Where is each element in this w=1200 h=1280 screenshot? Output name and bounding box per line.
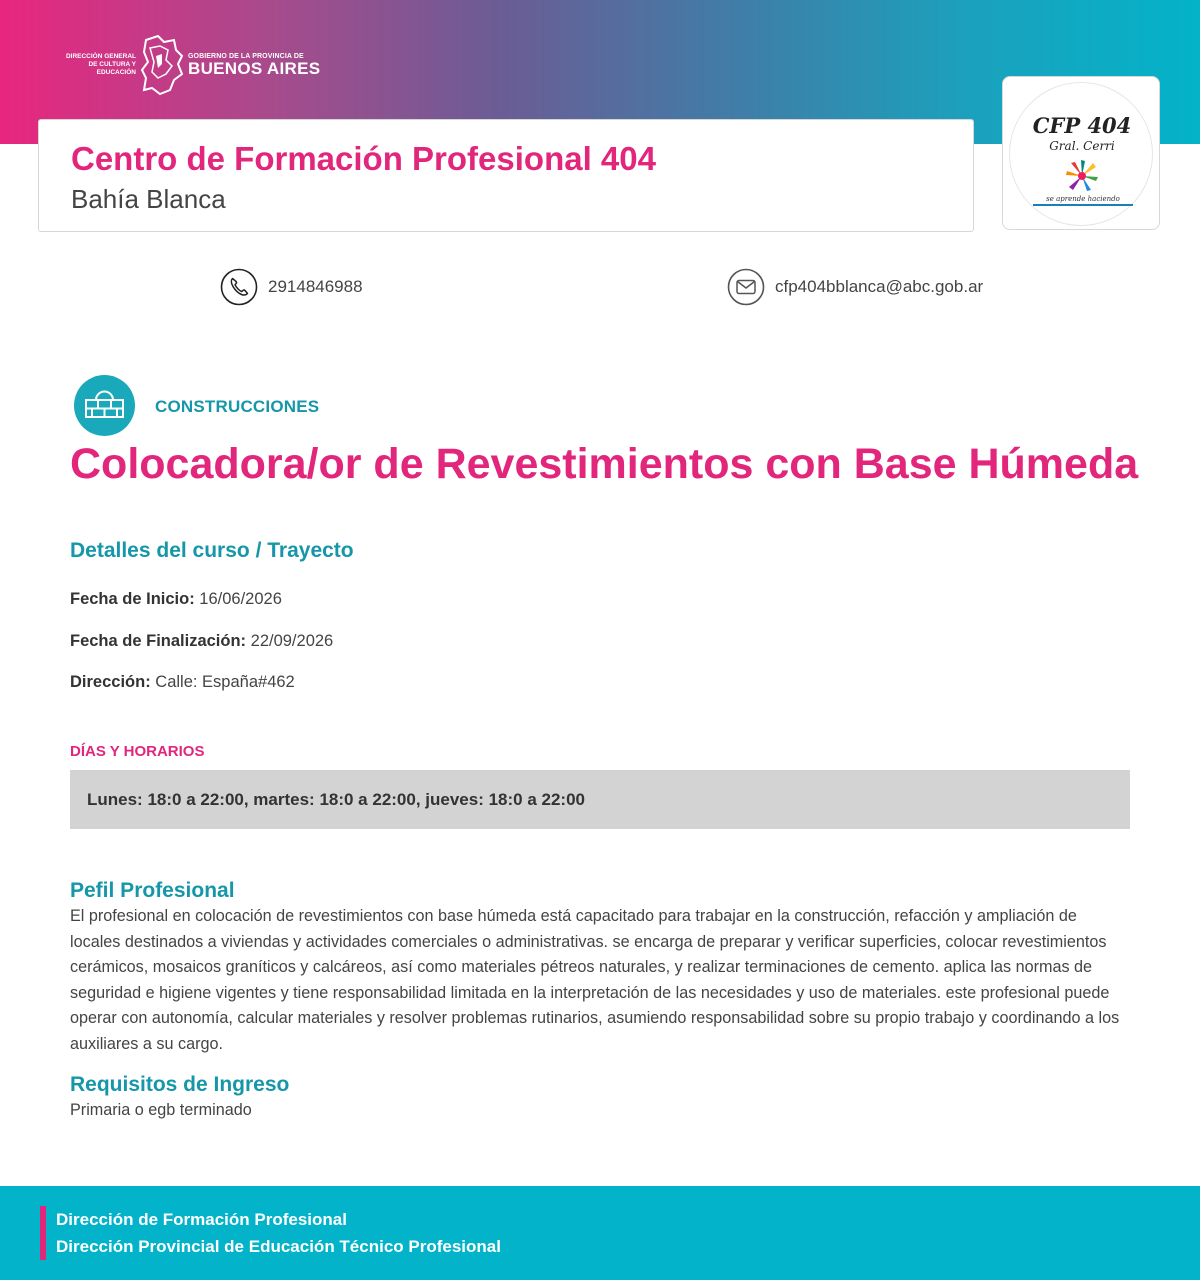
profile-text: El profesional en colocación de revestimientos con base húmeda está capacitado para trabajar en la construcción, refacción y ampliación de locales destinados a viviendas y actividades comerciales o administrativas. se encarga de preparar y verificar superficies, colocar revestimientos cerámicos, mosaicos graníticos y calcáreos, así como materiales pétreos naturales, y realizar terminaciones de cemento. aplica las normas de seguridad e higiene vigentes y tiene responsabilidad limitada en la interpretación de las necesidades y uso de materiales. este profesional puede operar con autonomía, calcular materiales y resolver problemas rutinarios, asumiendo responsabilidad sobre su propio trabajo y coordinando a los auxiliares a su cargo. xyxy=(70,907,1120,1053)
school-header-card xyxy=(38,119,974,232)
address-value: Calle: España#462 xyxy=(155,673,295,691)
hands-icon xyxy=(1065,159,1099,193)
email-contact[interactable] xyxy=(727,268,983,306)
address-field xyxy=(70,673,295,692)
phone-contact[interactable] xyxy=(220,268,363,306)
start-date-label: Fecha de Inicio: xyxy=(70,590,195,608)
footer-line-2: Dirección Provincial de Educación Técnico Profesional xyxy=(56,1237,501,1256)
school-city: Bahía Blanca xyxy=(71,184,226,214)
school-name: Centro de Formación Profesional 404 xyxy=(71,140,656,177)
school-logo-card xyxy=(1002,76,1160,230)
address-label: Dirección: xyxy=(70,673,151,691)
logo-subtitle: Gral. Cerri xyxy=(1049,139,1115,153)
province-map-icon xyxy=(140,34,184,96)
envelope-icon xyxy=(727,268,765,306)
course-title: Colocadora/or de Revestimientos con Base Húmeda xyxy=(70,440,1139,488)
end-date-value: 22/09/2026 xyxy=(250,632,334,650)
email-address[interactable]: cfp404bblanca@abc.gob.ar xyxy=(775,277,984,296)
details-heading: Detalles del curso / Trayecto xyxy=(70,539,354,562)
logo-title: CFP 404 xyxy=(1032,113,1132,138)
requirements-text: Primaria o egb terminado xyxy=(70,1101,252,1119)
start-date-field xyxy=(70,590,282,609)
course-category: CONSTRUCCIONES xyxy=(155,397,320,416)
start-date-value: 16/06/2026 xyxy=(199,590,282,608)
gov-department-label: DIRECCIÓN GENERAL DE CULTURA Y EDUCACIÓN xyxy=(65,53,136,76)
gov-province-label: GOBIERNO DE LA PROVINCIA DE xyxy=(188,52,304,60)
schedule-box: Lunes: 18:0 a 22:00, martes: 18:0 a 22:00, jueves: 18:0 a 22:00 xyxy=(70,770,1130,829)
government-logo[interactable] xyxy=(58,34,320,96)
footer-line-1: Dirección de Formación Profesional xyxy=(56,1210,347,1229)
phone-icon xyxy=(220,268,258,306)
end-date-field xyxy=(70,632,333,651)
footer-accent-bar xyxy=(40,1206,46,1260)
logo-motto: se aprende haciendo xyxy=(1033,195,1133,206)
requirements-heading: Requisitos de Ingreso xyxy=(70,1073,290,1096)
gov-province-name: BUENOS AIRES xyxy=(188,58,321,78)
profile-heading: Pefil Profesional xyxy=(70,879,235,902)
end-date-label: Fecha de Finalización: xyxy=(70,632,247,650)
schedule-label: DÍAS Y HORARIOS xyxy=(70,743,205,760)
footer xyxy=(0,1186,1200,1280)
brick-wall-icon xyxy=(74,375,135,436)
phone-number[interactable]: 2914846988 xyxy=(268,277,363,296)
